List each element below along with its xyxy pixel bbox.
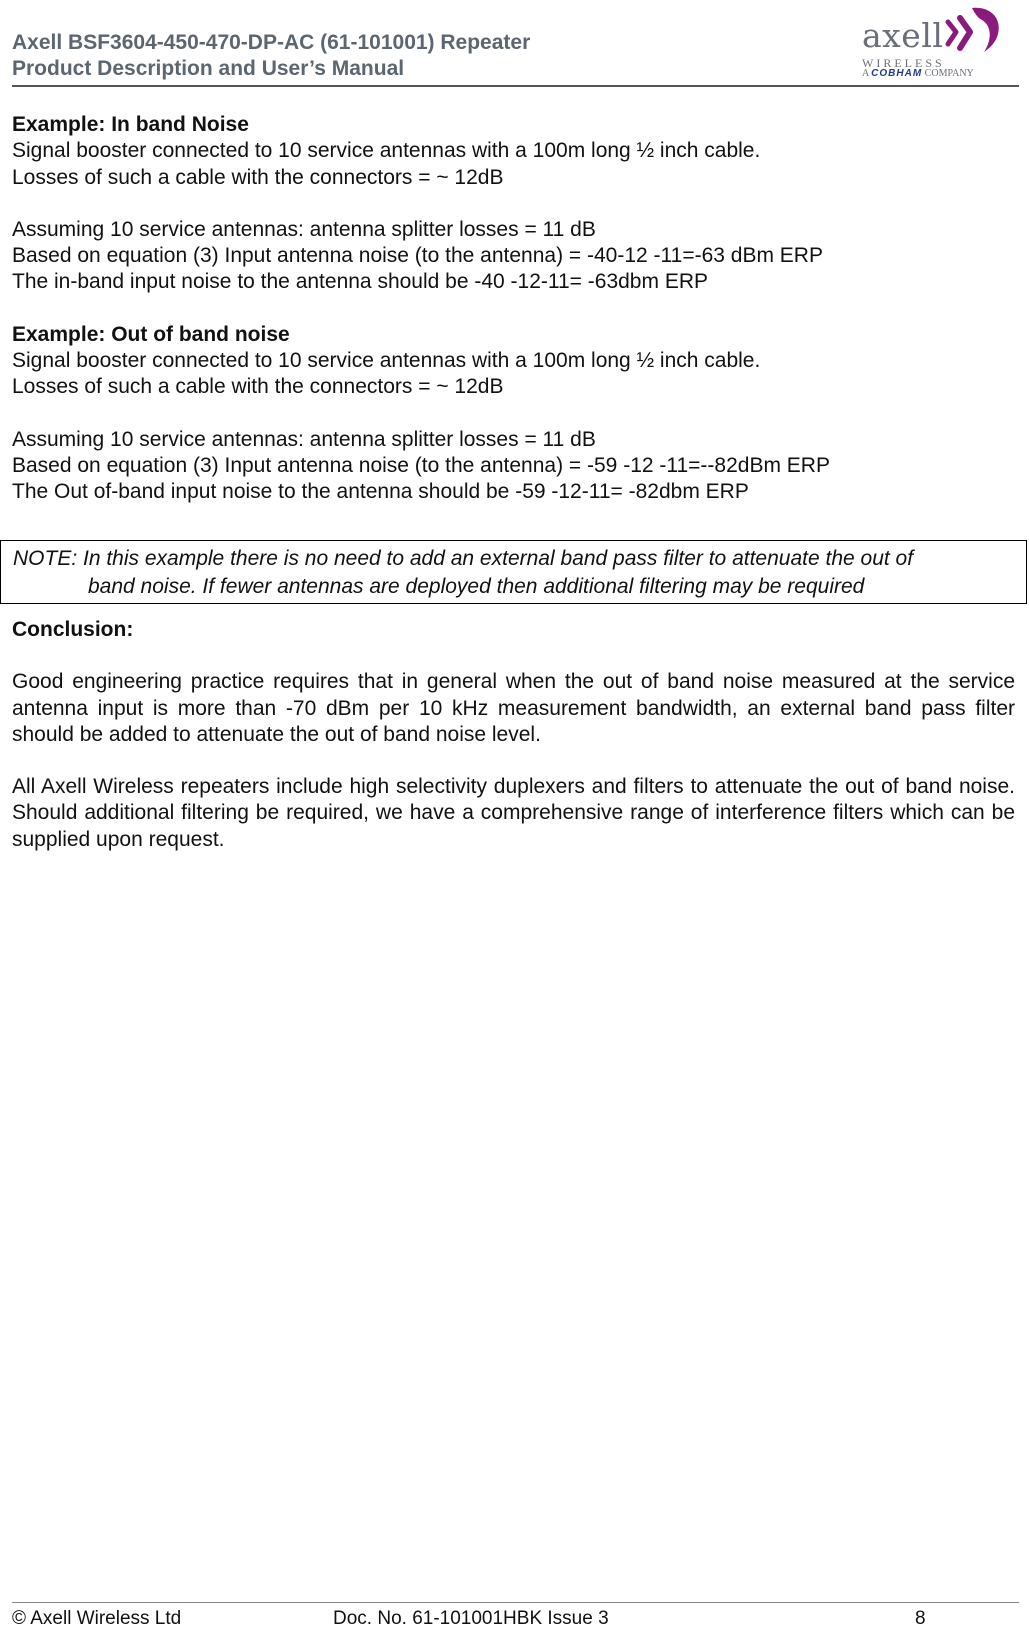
axell-logo (858, 0, 1008, 82)
document-body (12, 112, 1017, 506)
conclusion-heading: Conclusion: (12, 618, 134, 641)
example2-line: Assuming 10 service antennas: antenna splitter losses = 11 dB (12, 427, 596, 451)
example1-line: The in-band input noise to the antenna should be -40 -12-11= -63dbm ERP (12, 270, 708, 294)
header-subtitle: Product Description and User’s Manual (12, 57, 405, 80)
example1-heading: Example: In band Noise (12, 113, 249, 136)
header-divider (12, 85, 1019, 87)
note-box (0, 540, 1027, 604)
footer-page-number: 8 (915, 1608, 926, 1629)
conclusion-paragraph-1: Good engineering practice requires that in general when the out of band noise measured at the service antenna input is more than -70 dBm per 10 kHz measurement bandwidth, an external band pass filter should be added to attenuate the out of band noise level. (12, 670, 1015, 746)
logo-wordmark: axell (862, 16, 944, 55)
example1-line: Losses of such a cable with the connectors = ~ 12dB (12, 165, 504, 189)
conclusion-section (12, 617, 1015, 853)
example1-line: Signal booster connected to 10 service antennas with a 100m long ½ inch cable. (12, 139, 761, 163)
logo-cobham: COBHAM (871, 68, 923, 79)
footer-copyright: © Axell Wireless Ltd (12, 1608, 182, 1629)
header-title: Axell BSF3604-450-470-DP-AC (61-101001) Repeater (12, 31, 531, 54)
example1-line: Based on equation (3) Input antenna noise (to the antenna) = -40-12 -11=-63 dBm ERP (12, 244, 823, 268)
example2-line: Losses of such a cable with the connectors = ~ 12dB (12, 375, 504, 399)
example2-line: Signal booster connected to 10 service antennas with a 100m long ½ inch cable. (12, 349, 761, 373)
example2-heading: Example: Out of band noise (12, 322, 290, 346)
logo-wireless: WIRELESS (862, 56, 945, 70)
footer-divider (12, 1602, 1019, 1603)
axell-swoosh-icon (942, 0, 1008, 60)
example2-line: Based on equation (3) Input antenna noise (to the antenna) = -59 -12 -11=--82dBm ERP (12, 453, 830, 477)
note-line-1: NOTE: In this example there is no need to add an external band pass filter to attenuate the out of (13, 547, 914, 570)
example2-line: The Out of-band input noise to the antenna should be -59 -12-11= -82dbm ERP (12, 480, 749, 504)
conclusion-paragraph-2: All Axell Wireless repeaters include high selectivity duplexers and filters to attenuate the out of band noise. Should additional filtering be required, we have a comprehensive range of interference filters which can be supplied upon request. (12, 775, 1015, 851)
footer-doc-number: Doc. No. 61-101001HBK Issue 3 (333, 1608, 609, 1629)
note-line-2: band noise. If fewer antennas are deployed then additional filtering may be required (88, 575, 865, 598)
example1-line: Assuming 10 service antennas: antenna splitter losses = 11 dB (12, 217, 596, 241)
logo-company: A COBHAM COMPANY (862, 68, 974, 79)
